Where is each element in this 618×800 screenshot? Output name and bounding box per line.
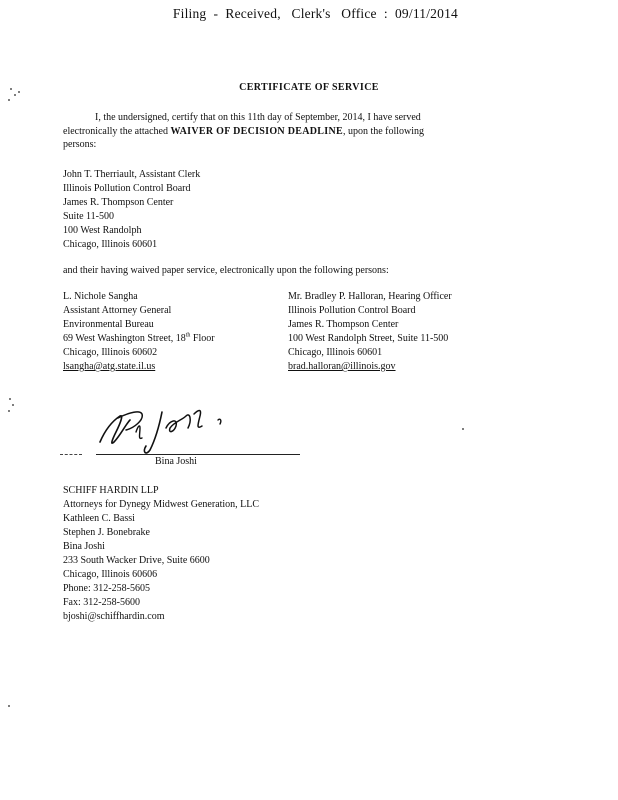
recipient-left-street	[63, 332, 215, 346]
signature-block	[60, 398, 305, 470]
handwritten-signature	[90, 398, 260, 458]
addressee-line: Illinois Pollution Control Board	[63, 183, 191, 194]
scan-speck	[10, 88, 12, 90]
scan-speck	[18, 91, 20, 93]
recipient-right-email[interactable]: brad.halloran@illinois.gov	[288, 361, 396, 372]
street-text: 69 West Washington Street, 18	[63, 333, 186, 344]
firm-line: 233 South Wacker Drive, Suite 6600	[63, 555, 210, 566]
recipient-left-line: Assistant Attorney General	[63, 305, 172, 316]
recipient-right-line: James R. Thompson Center	[288, 319, 399, 330]
recipient-left-line: L. Nichole Sangha	[63, 291, 138, 302]
addressee-line: 100 West Randolph	[63, 225, 142, 236]
recipient-left-email[interactable]: lsangha@atg.state.il.us	[63, 361, 156, 372]
addressee-line: James R. Thompson Center	[63, 197, 174, 208]
recipient-right-line: Illinois Pollution Control Board	[288, 305, 416, 316]
recipient-right-line: 100 West Randolph Street, Suite 11-500	[288, 333, 449, 344]
firm-line: Kathleen C. Bassi	[63, 513, 135, 524]
intro-line-2-post: , upon the following	[342, 125, 425, 137]
signature-line	[96, 454, 300, 455]
firm-line: Bina Joshi	[63, 541, 105, 552]
recipient-right	[288, 290, 452, 374]
scan-speck	[8, 99, 10, 101]
ordinal-suffix: th	[185, 332, 191, 339]
scan-speck	[14, 94, 16, 96]
scan-speck	[8, 705, 10, 707]
firm-line: Attorneys for Dynegy Midwest Generation, LLC	[63, 499, 260, 510]
intro-line-1: I, the undersigned, certify that on this 11th day of September, 2014, I have served	[95, 112, 421, 123]
firm-line: Stephen J. Bonebrake	[63, 527, 150, 538]
filing-stamp: Filing - Received, Clerk's Office : 09/11/2014	[172, 6, 458, 21]
addressee-block	[63, 168, 200, 252]
scan-speck	[9, 398, 11, 400]
intro-line-2-pre: electronically the attached	[63, 125, 171, 137]
recipient-right-line: Chicago, Illinois 60601	[288, 347, 383, 358]
recipient-left-line: Chicago, Illinois 60602	[63, 347, 158, 358]
waived-service-line: and their having waived paper service, electronically upon the following persons:	[63, 265, 389, 276]
served-document-name: WAIVER OF DECISION DEADLINE	[170, 125, 343, 137]
addressee-line: John T. Therriault, Assistant Clerk	[63, 169, 201, 180]
intro-line-3: persons:	[63, 139, 97, 150]
firm-line: Chicago, Illinois 60606	[63, 569, 158, 580]
scan-speck	[462, 428, 464, 430]
recipient-right-line: Mr. Bradley P. Halloran, Hearing Officer	[288, 291, 452, 302]
street-floor: Floor	[190, 333, 215, 344]
recipient-left	[63, 290, 215, 374]
firm-phone: Phone: 312-258-5605	[63, 583, 150, 594]
certification-paragraph	[63, 111, 523, 152]
firm-block	[63, 484, 259, 624]
signer-name: Bina Joshi	[155, 456, 197, 467]
addressee-line: Suite 11-500	[63, 211, 115, 222]
scan-speck	[12, 404, 14, 406]
firm-email[interactable]: bjoshi@schiffhardin.com	[63, 611, 165, 622]
signature-dash-line	[60, 454, 82, 455]
firm-name: SCHIFF HARDIN LLP	[63, 485, 159, 496]
recipient-left-line: Environmental Bureau	[63, 319, 154, 330]
scan-speck	[8, 410, 10, 412]
firm-fax: Fax: 312-258-5600	[63, 597, 140, 608]
document-title: CERTIFICATE OF SERVICE	[239, 82, 379, 93]
intro-line-2	[63, 125, 523, 139]
addressee-line: Chicago, Illinois 60601	[63, 239, 158, 250]
